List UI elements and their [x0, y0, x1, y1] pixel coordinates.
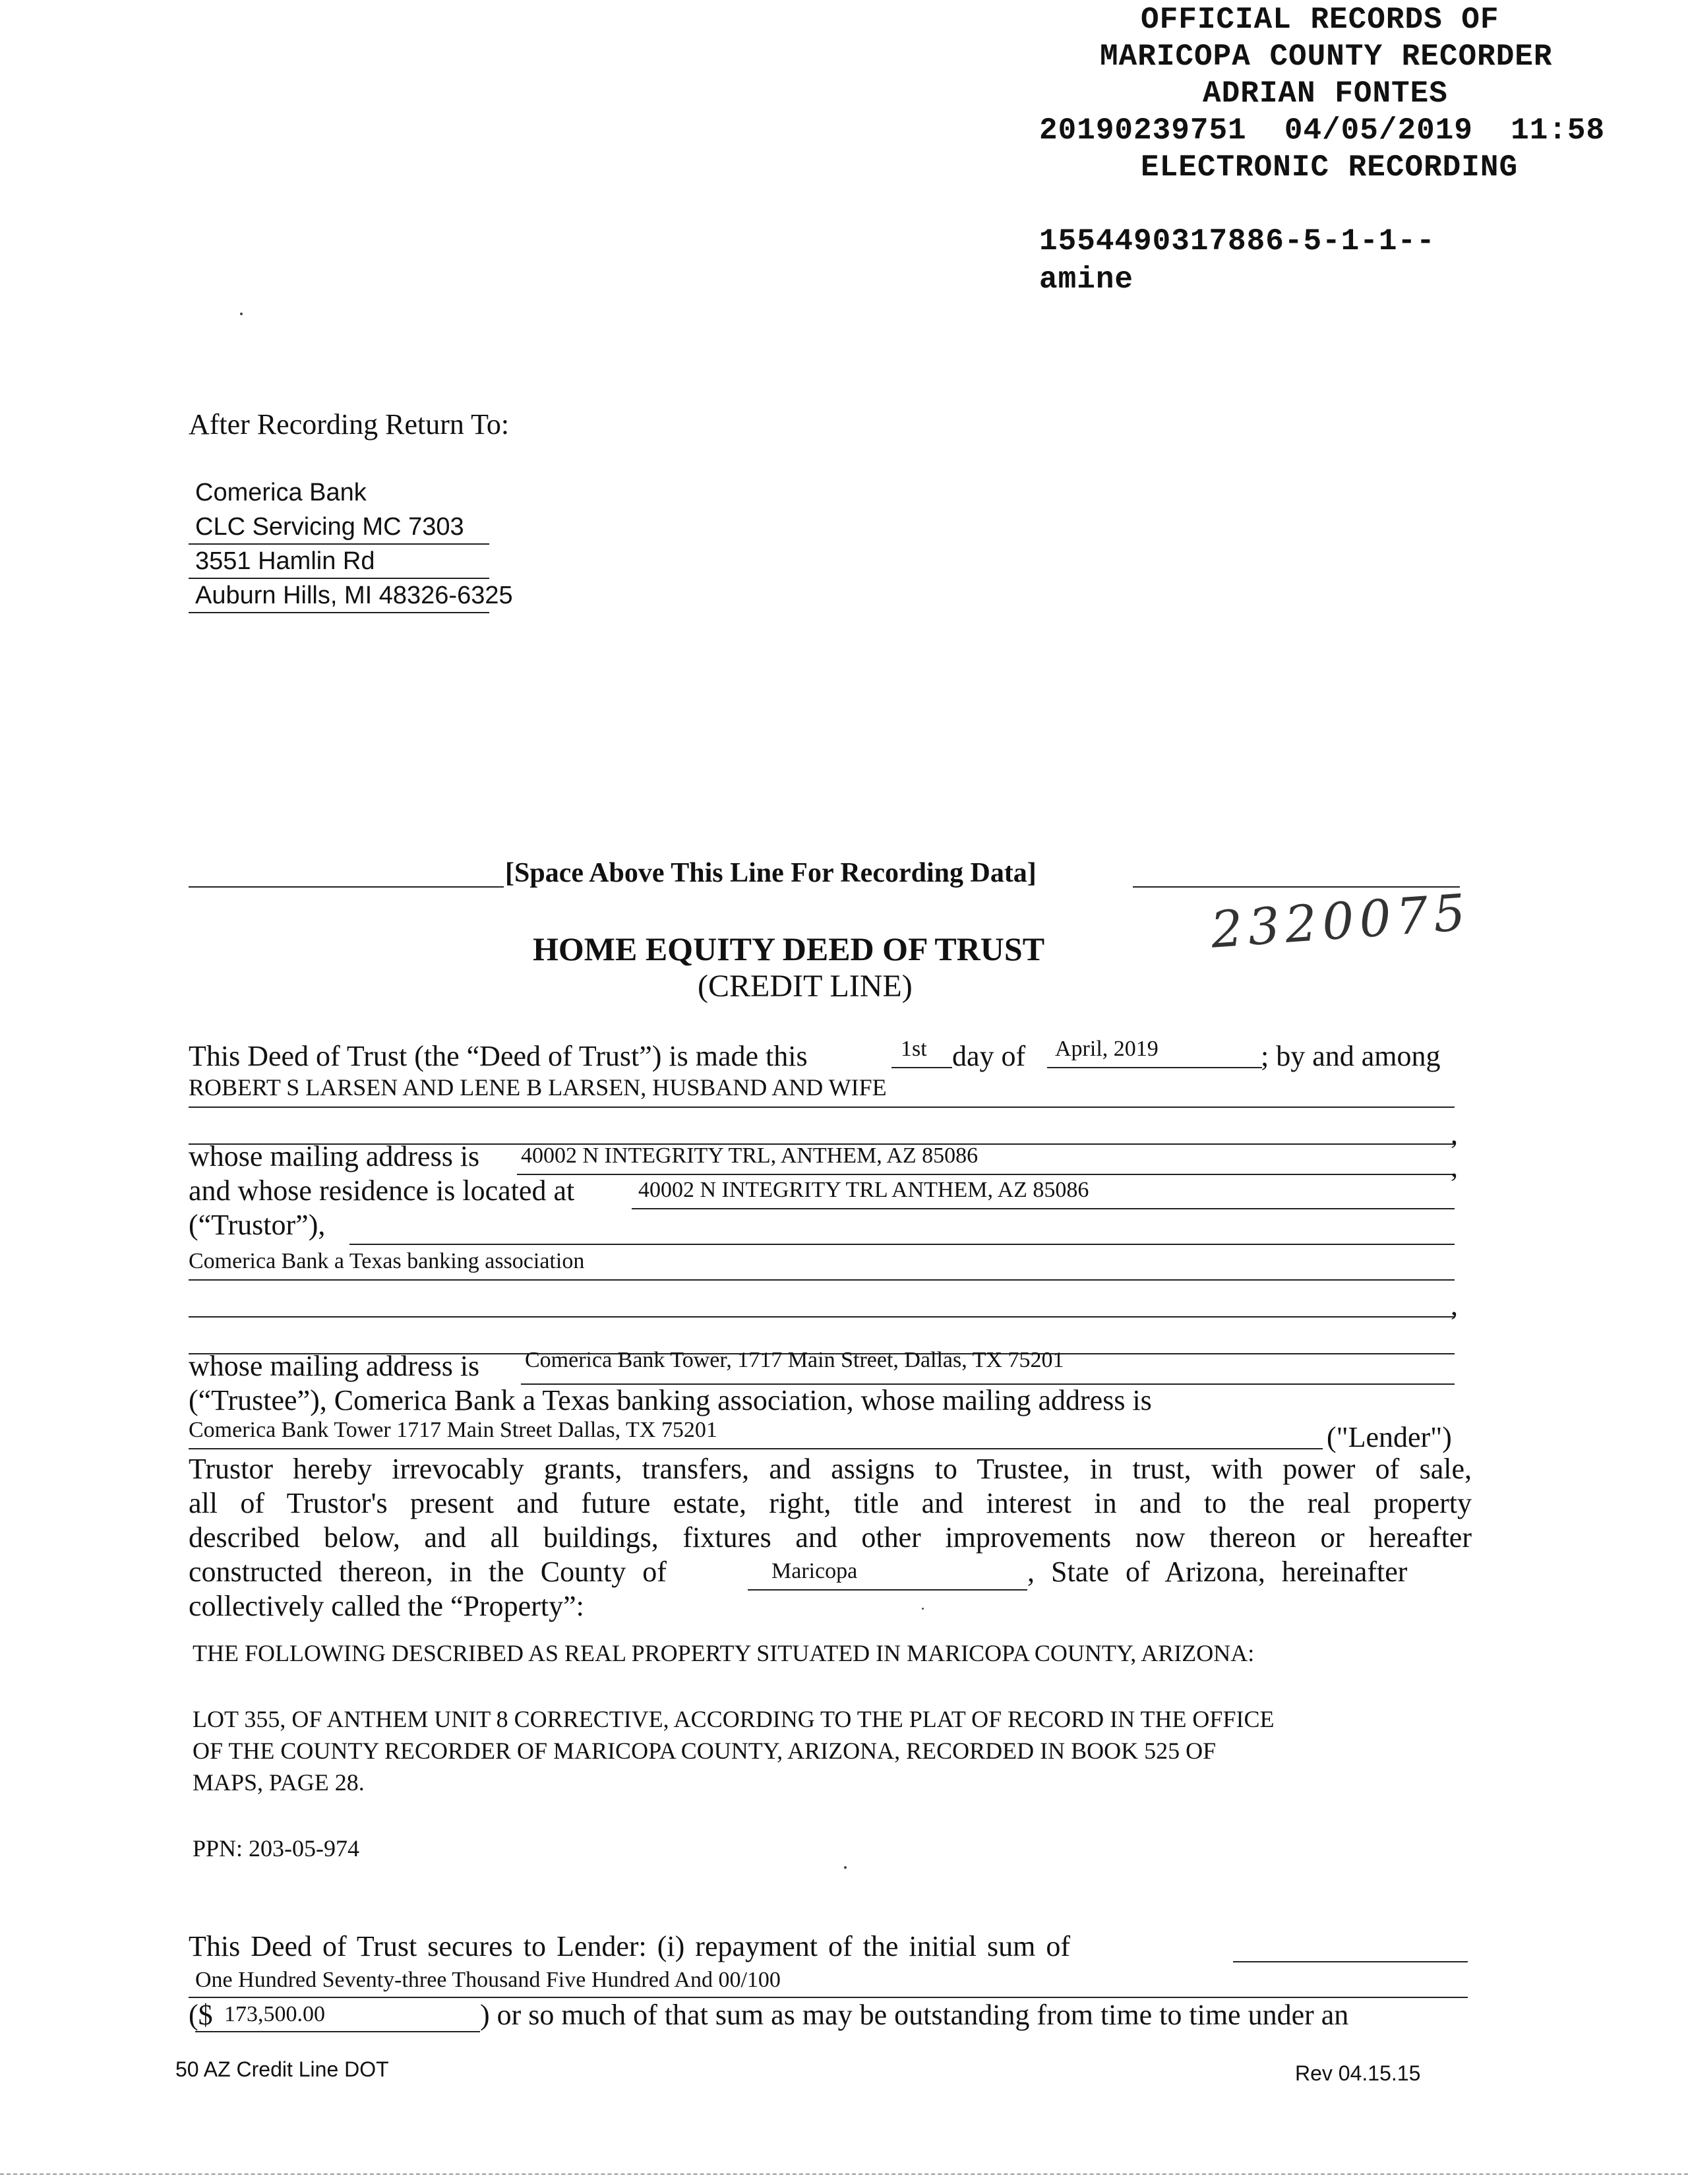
ppn: PPN: 203-05-974 — [193, 1835, 360, 1862]
grant-line-3: described below, and all buildings, fixtures and other improvements now thereon or hereafter — [189, 1521, 1472, 1554]
footer-form-id: 50 AZ Credit Line DOT — [175, 2057, 389, 2081]
comma: , — [1451, 1118, 1458, 1150]
grant-line-5: collectively called the “Property”: — [189, 1590, 584, 1622]
month-year-underline — [1047, 1067, 1262, 1068]
amount-in-words: One Hundred Seventy-three Thousand Five Hundred And 00/100 — [195, 1968, 781, 1992]
return-underline — [189, 543, 489, 545]
legal-desc-2: OF THE COUNTY RECORDER OF MARICOPA COUNTY, ARIZONA, RECORDED IN BOOK 525 OF — [193, 1738, 1217, 1764]
intro-text: This Deed of Trust (the “Deed of Trust”) is made this — [189, 1040, 808, 1072]
return-to-name: Comerica Bank — [195, 479, 367, 506]
grant-line-1: Trustor hereby irrevocably grants, transfers, and assigns to Trustee, in trust, with power of sale, — [189, 1453, 1472, 1485]
amount-paren-open: ($ — [189, 1999, 213, 2031]
residence-label: and whose residence is located at — [189, 1174, 575, 1207]
lender-underline — [189, 1448, 1323, 1449]
trustor-label-underline — [349, 1244, 1455, 1245]
trustor-label: (“Trustor”), — [189, 1209, 326, 1241]
trustee-underline — [189, 1279, 1455, 1281]
stamp-line-6: 1554490317886-5-1-1-- — [1039, 224, 1435, 258]
return-to-heading: After Recording Return To: — [189, 408, 510, 440]
day-value: 1st — [901, 1037, 927, 1061]
trustee-mailing-label: whose mailing address is — [189, 1350, 480, 1382]
by-and-among-text: ; by and among — [1261, 1040, 1441, 1072]
legal-desc-1: LOT 355, OF ANTHEM UNIT 8 CORRECTIVE, ACCORDING TO THE PLAT OF RECORD IN THE OFFICE — [193, 1706, 1275, 1732]
comma: , — [1451, 1151, 1458, 1183]
day-underline — [891, 1067, 952, 1068]
blank-underline — [189, 1316, 1455, 1318]
trustor-residence-address: 40002 N INTEGRITY TRL ANTHEM, AZ 85086 — [638, 1178, 1089, 1202]
mailing-label: whose mailing address is — [189, 1140, 480, 1172]
trustee-name: Comerica Bank a Texas banking association — [189, 1249, 585, 1273]
county-value: Maricopa — [771, 1559, 858, 1583]
scan-speck — [922, 1608, 924, 1610]
grant-line-2: all of Trustor's present and future estate, right, title and interest in and to the real property — [189, 1487, 1472, 1519]
stamp-line-5: ELECTRONIC RECORDING — [1141, 150, 1519, 185]
comma: , — [1451, 1289, 1458, 1321]
footer-revision: Rev 04.15.15 — [1295, 2061, 1421, 2085]
scan-edge — [0, 2173, 1688, 2175]
trustor-names: ROBERT S LARSEN AND LENE B LARSEN, HUSBAND AND WIFE — [189, 1074, 887, 1101]
residence-underline — [632, 1208, 1455, 1209]
return-underline — [189, 612, 489, 613]
trustor-underline — [189, 1107, 1455, 1108]
trustor-mailing-address: 40002 N INTEGRITY TRL, ANTHEM, AZ 85086 — [521, 1143, 979, 1168]
stamp-line-2: MARICOPA COUNTY RECORDER — [1100, 40, 1553, 74]
secures-line-2: ) or so much of that sum as may be outstanding from time to time under an — [480, 1999, 1349, 2031]
amount-value: 173,500.00 — [224, 2002, 325, 2026]
return-to-city: Auburn Hills, MI 48326-6325 — [195, 582, 513, 609]
day-of-text: day of — [952, 1040, 1026, 1072]
grant-line-4b: , State of Arizona, hereinafter — [1027, 1556, 1408, 1588]
space-above-label: [Space Above This Line For Recording Data] — [505, 858, 1037, 888]
secures-line-1: This Deed of Trust secures to Lender: (i) repayment of the initial sum of — [189, 1930, 1071, 1962]
scan-speck — [240, 313, 243, 315]
stamp-line-1: OFFICIAL RECORDS OF — [1141, 3, 1499, 37]
trustee-lender-line: (“Trustee”), Comerica Bank a Texas banking association, whose mailing address is — [189, 1384, 1152, 1416]
month-year-value: April, 2019 — [1055, 1037, 1159, 1061]
legal-desc-3: MAPS, PAGE 28. — [193, 1769, 365, 1796]
return-to-street: 3551 Hamlin Rd — [195, 547, 375, 575]
lender-address: Comerica Bank Tower 1717 Main Street Dallas, TX 75201 — [189, 1418, 717, 1442]
return-underline — [189, 578, 489, 579]
trustee-mailing-address: Comerica Bank Tower, 1717 Main Street, Dallas, TX 75201 — [525, 1348, 1064, 1372]
return-to-dept: CLC Servicing MC 7303 — [195, 513, 464, 541]
secures-underline — [1233, 1961, 1468, 1962]
mailing-underline — [517, 1174, 1453, 1175]
stamp-line-3: ADRIAN FONTES — [1203, 76, 1448, 111]
amount-underline — [195, 2031, 480, 2032]
scan-speck — [844, 1866, 847, 1869]
space-rule-left — [189, 886, 504, 888]
handwritten-loan-number: 2320075 — [1209, 882, 1473, 959]
county-underline — [748, 1589, 1027, 1591]
grant-line-4a: constructed thereon, in the County of — [189, 1556, 667, 1588]
stamp-line-4: 20190239751 04/05/2019 11:58 — [1039, 113, 1606, 148]
document-title: HOME EQUITY DEED OF TRUST — [533, 930, 1045, 967]
lender-label: ("Lender") — [1327, 1421, 1452, 1453]
stamp-line-7: amine — [1039, 262, 1134, 297]
document-subtitle: (CREDIT LINE) — [698, 969, 913, 1004]
legal-intro: THE FOLLOWING DESCRIBED AS REAL PROPERTY SITUATED IN MARICOPA COUNTY, ARIZONA: — [193, 1640, 1255, 1666]
